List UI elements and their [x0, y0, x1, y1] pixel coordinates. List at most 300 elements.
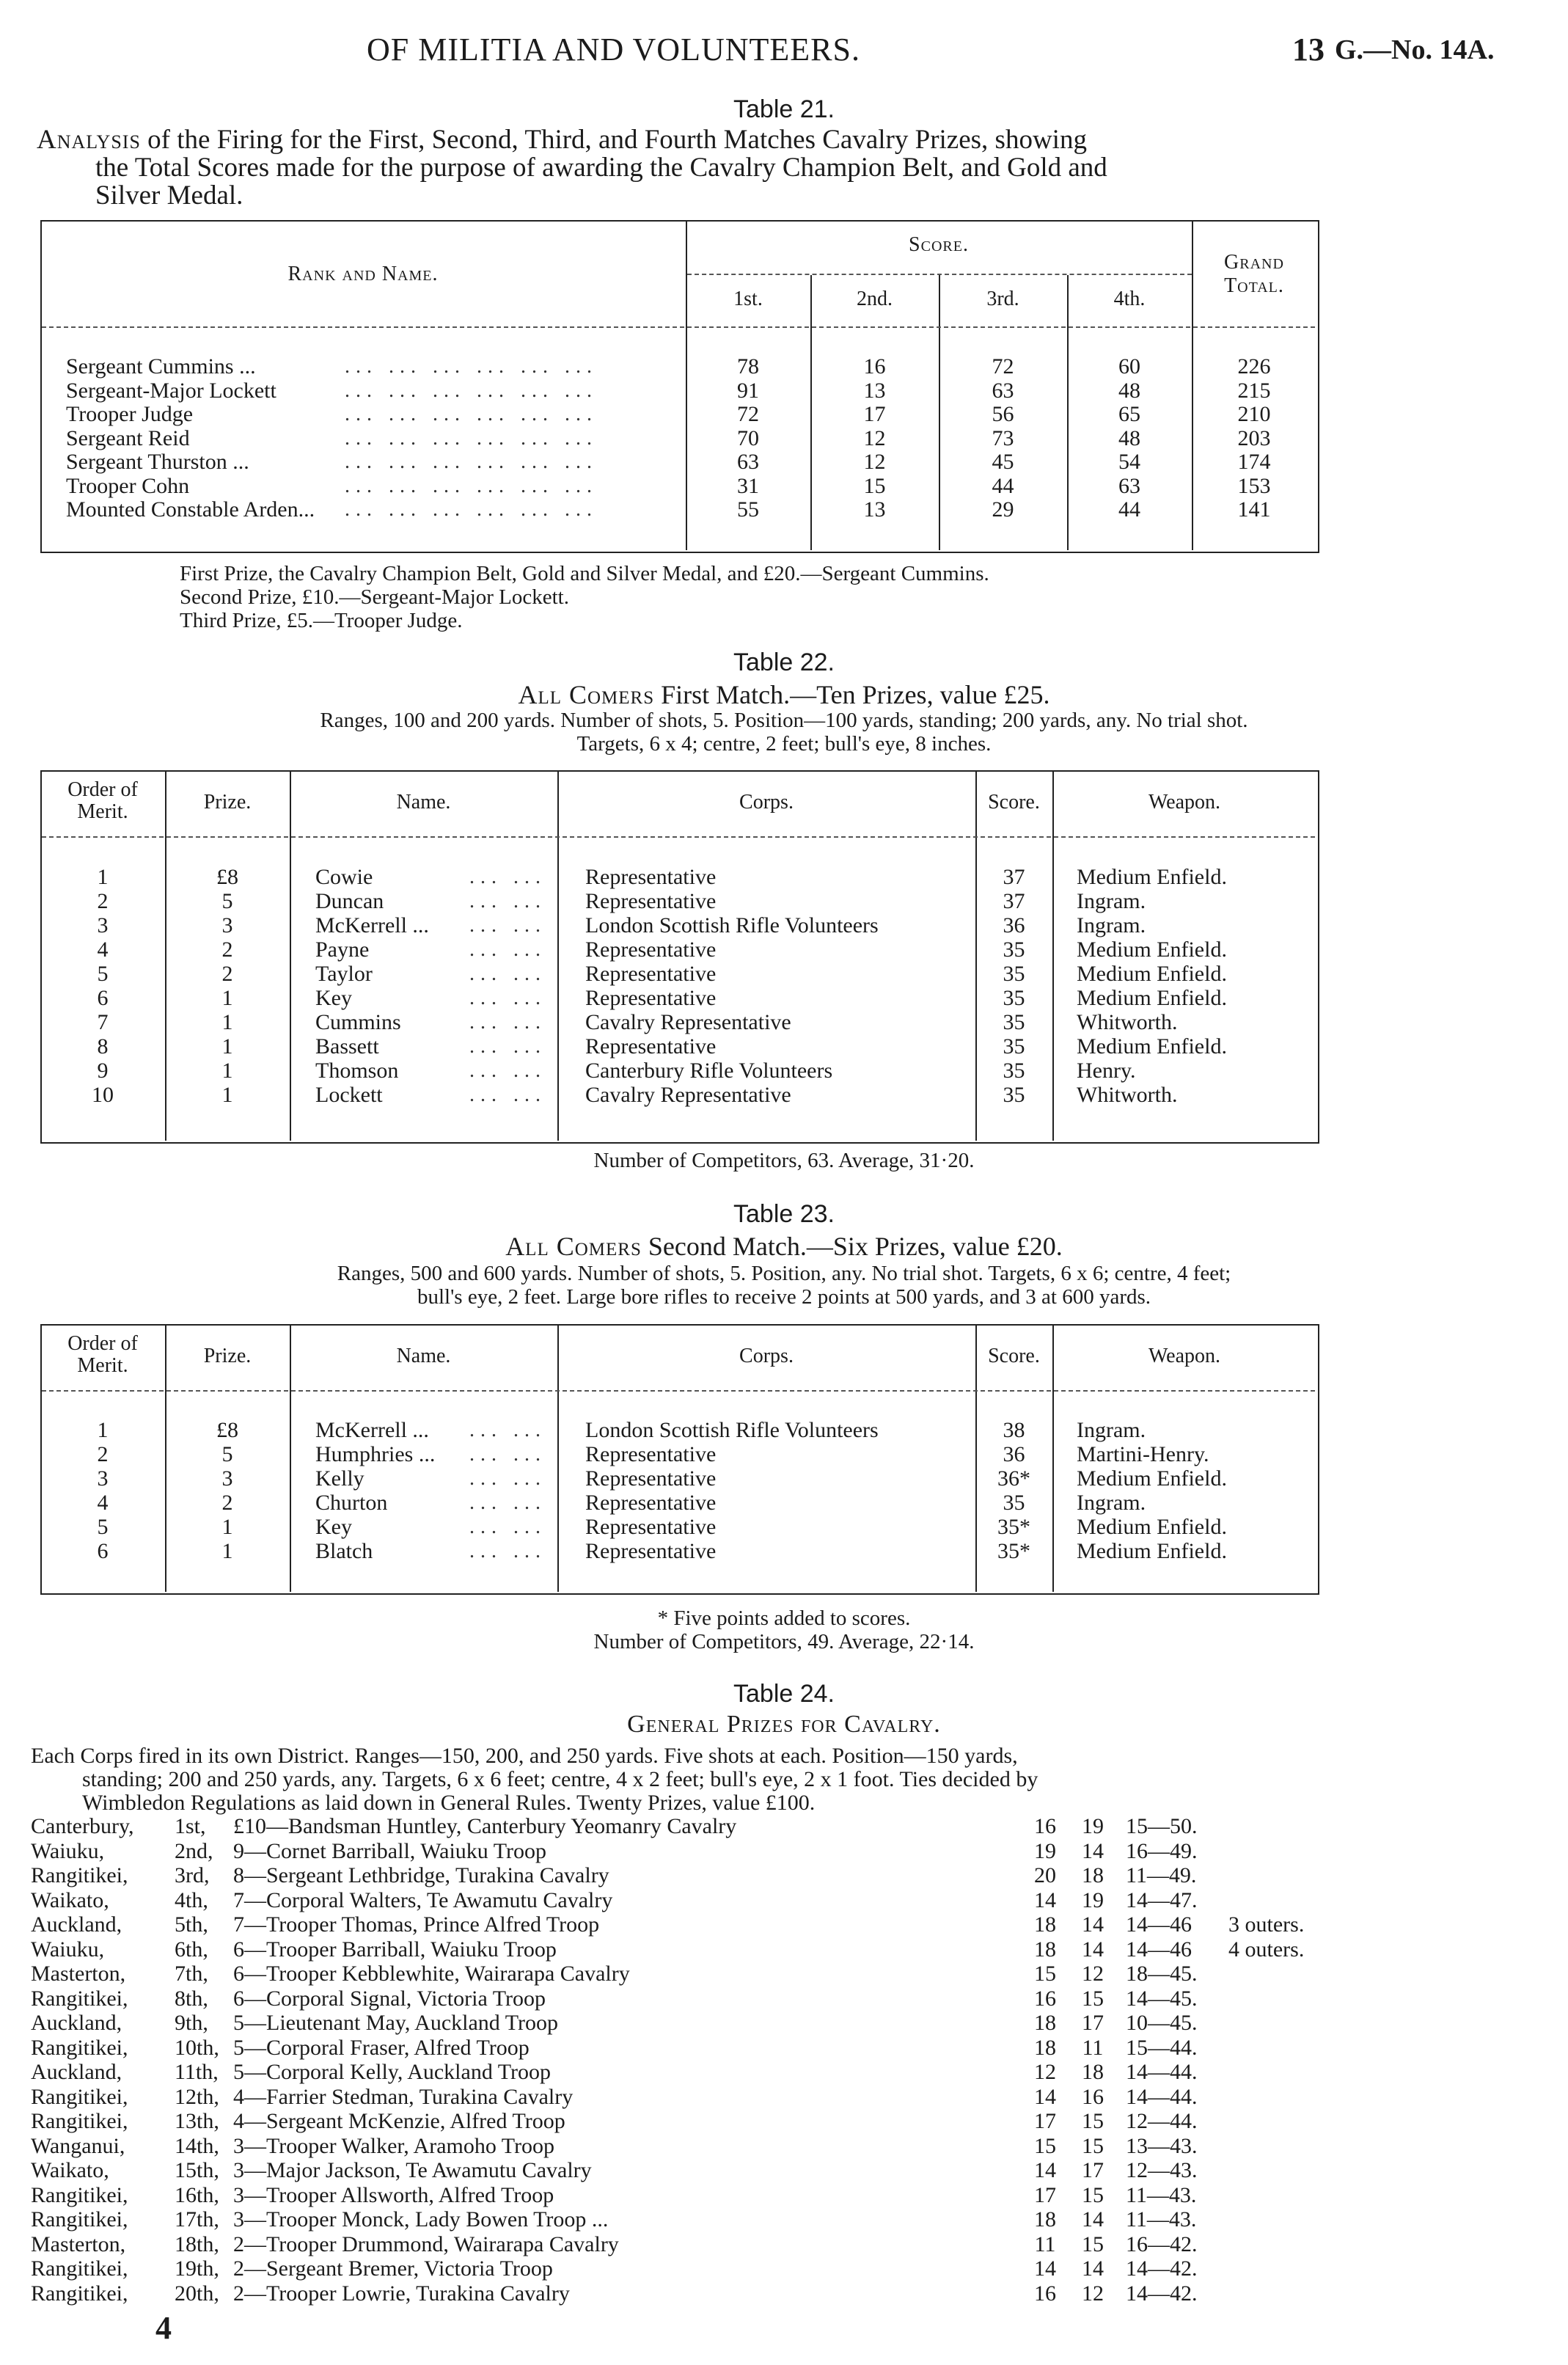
- table22-corps: Canterbury Rifle Volunteers: [585, 1059, 833, 1083]
- table24-place: 12th,: [175, 2084, 219, 2109]
- table24-prize-winner: 6—Corporal Signal, Victoria Troop: [233, 1986, 546, 2011]
- table23-name: Kelly: [315, 1466, 364, 1491]
- table22-score: 35: [1003, 1059, 1025, 1083]
- table21-header-score: Score.: [909, 233, 969, 256]
- page-number: 13: [1292, 32, 1325, 67]
- table22-header-order: Order of Merit.: [67, 778, 138, 823]
- table23-score: 38: [1003, 1418, 1025, 1442]
- table24-score-200: 14: [1082, 1912, 1104, 1937]
- table22-order-of-merit: 4: [97, 937, 109, 962]
- table24-score-200: 18: [1082, 2060, 1104, 2084]
- table24-score-150: 11: [1034, 2231, 1056, 2256]
- table24-prize-winner: 3—Trooper Walker, Aramoho Troop: [233, 2133, 555, 2158]
- table24-district: Rangitikei,: [31, 2035, 128, 2060]
- table22-score: 35: [1003, 986, 1025, 1010]
- leader-dots: ... ...: [469, 890, 546, 913]
- table24-score-200: 15: [1082, 1986, 1104, 2011]
- table23-score: 36: [1003, 1442, 1025, 1466]
- table21-rank-name: Sergeant Thurston ...: [66, 450, 249, 474]
- table21-score-s3: 44: [992, 473, 1014, 498]
- leader-dots: ... ...: [469, 1059, 546, 1082]
- table21-score-s3: 72: [992, 354, 1014, 379]
- table24-score-200: 14: [1082, 2256, 1104, 2281]
- leader-dots: ... ... ... ... ... ...: [345, 379, 598, 402]
- table23-weapon: Martini-Henry.: [1077, 1442, 1209, 1466]
- table24-prize-winner: 7—Trooper Thomas, Prince Alfred Troop: [233, 1912, 600, 1937]
- table23-footer: Number of Competitors, 49. Average, 22·14.: [593, 1630, 975, 1653]
- table24-score-250-total: 12—44.: [1126, 2109, 1198, 2133]
- table22-name: Taylor: [315, 962, 373, 986]
- table22-order-of-merit: 6: [97, 986, 109, 1010]
- leader-dots: ... ...: [469, 1491, 546, 1514]
- table21-header-rank-name: Rank and Name.: [287, 263, 439, 285]
- table24-score-250-total: 15—50.: [1126, 1814, 1198, 1838]
- table21-score-s2: 17: [863, 402, 886, 426]
- table22-conditions-1: Ranges, 100 and 200 yards. Number of shots, 5. Position—100 yards, standing; 200 yards, any. No trial shot.: [320, 709, 1248, 732]
- table22-weapon: Medium Enfield.: [1077, 962, 1227, 986]
- table24-place: 17th,: [175, 2207, 219, 2231]
- table24-place: 1st,: [175, 1814, 206, 1838]
- table24-place: 3rd,: [175, 1863, 210, 1887]
- table21-score-total: 226: [1237, 354, 1271, 379]
- table22-name: Cummins: [315, 1010, 401, 1034]
- table21-score-s2: 13: [863, 378, 886, 403]
- leader-dots: ... ...: [469, 1540, 546, 1562]
- table24-place: 5th,: [175, 1912, 208, 1937]
- leader-dots: ... ... ... ... ... ...: [345, 355, 598, 378]
- table24-score-150: 14: [1034, 2084, 1056, 2109]
- table21-prize-note-2: Second Prize, £10.—Sergeant-Major Lockett.: [180, 585, 569, 609]
- table23-header-name: Name.: [396, 1345, 451, 1367]
- table22-corps: Cavalry Representative: [585, 1010, 791, 1034]
- table24-conditions-1: Each Corps fired in its own District. Ranges—150, 200, and 250 yards. Five shots at each. Position—150 yards,: [31, 1744, 1018, 1768]
- table24-prize-winner: 2—Trooper Lowrie, Turakina Cavalry: [233, 2281, 570, 2306]
- table22-weapon: Ingram.: [1077, 889, 1146, 913]
- table22-prize: 1: [221, 1034, 233, 1059]
- table24-district: Rangitikei,: [31, 2182, 128, 2207]
- table23-header-weapon: Weapon.: [1148, 1345, 1221, 1367]
- table21-caption-line2: the Total Scores made for the purpose of awarding the Cavalry Champion Belt, and Gold and: [95, 153, 1107, 183]
- table22-corps: London Scottish Rifle Volunteers: [585, 913, 879, 937]
- table23-prize: 3: [221, 1466, 233, 1491]
- table22-name: Thomson: [315, 1059, 399, 1083]
- table24-tie-note: 3 outers.: [1228, 1912, 1305, 1937]
- table24-district: Rangitikei,: [31, 2207, 128, 2231]
- table22-score: 37: [1003, 865, 1025, 889]
- table21-score-s1: 72: [737, 402, 759, 426]
- table23-corps: Representative: [585, 1539, 717, 1563]
- leader-dots: ... ...: [469, 914, 546, 937]
- table24-place: 11th,: [175, 2060, 219, 2084]
- table23-prize: 2: [221, 1491, 233, 1515]
- table23-score: 35*: [997, 1539, 1030, 1563]
- leader-dots: ... ...: [469, 866, 546, 888]
- table23-name: Key: [315, 1515, 352, 1539]
- table22-score: 35: [1003, 937, 1025, 962]
- table22-footer: Number of Competitors, 63. Average, 31·20.: [593, 1149, 975, 1172]
- table21-score-s3: 63: [992, 378, 1014, 403]
- table23-weapon: Medium Enfield.: [1077, 1539, 1227, 1563]
- table23-title: [0, 1231, 1568, 1262]
- table21-score-total: 174: [1237, 450, 1271, 474]
- table24-score-200: 17: [1082, 2158, 1104, 2182]
- table24-prize-winner: 5—Corporal Kelly, Auckland Troop: [233, 2060, 552, 2084]
- table24-score-200: 11: [1082, 2035, 1104, 2060]
- column-rule: [290, 770, 291, 1141]
- table22-prize: 2: [221, 937, 233, 962]
- table24-district: Rangitikei,: [31, 1986, 128, 2011]
- table24-score-150: 16: [1034, 2281, 1056, 2306]
- table21-score-s1: 63: [737, 450, 759, 474]
- table23-name: McKerrell ...: [315, 1418, 429, 1442]
- table21-prize-note-1: First Prize, the Cavalry Champion Belt, Gold and Silver Medal, and £20.—Sergeant Cummins.: [180, 562, 989, 585]
- table24-district: Auckland,: [31, 2011, 122, 2035]
- table22-conditions-2: Targets, 6 x 4; centre, 2 feet; bull's eye, 8 inches.: [576, 732, 992, 756]
- column-rule: [557, 770, 559, 1141]
- table23-header-order: Order of Merit.: [67, 1332, 138, 1377]
- table21-score-s2: 13: [863, 497, 886, 522]
- table24-place: 19th,: [175, 2256, 219, 2281]
- table21-score-total: 203: [1237, 425, 1271, 450]
- table24-score-200: 19: [1082, 1887, 1104, 1912]
- table22-weapon: Medium Enfield.: [1077, 937, 1227, 962]
- table24-district: Auckland,: [31, 2060, 122, 2084]
- table22-title-lead: All Comers: [518, 680, 655, 709]
- table22-score: 35: [1003, 1034, 1025, 1059]
- table24-score-200: 12: [1082, 2281, 1104, 2306]
- table22-name: Lockett: [315, 1083, 383, 1107]
- table24-district: Wanganui,: [31, 2133, 125, 2158]
- table24-district: Waikato,: [31, 2158, 109, 2182]
- table21-score-total: 153: [1237, 473, 1271, 498]
- table24-place: 20th,: [175, 2281, 219, 2306]
- table24-score-150: 20: [1034, 1863, 1056, 1887]
- table21-prize-note-3: Third Prize, £5.—Trooper Judge.: [180, 609, 463, 632]
- table23-title-rest: Second Match.—Six Prizes, value £20.: [648, 1232, 1063, 1261]
- table22-prize: 1: [221, 986, 233, 1010]
- table22-name: McKerrell ...: [315, 913, 429, 937]
- table22-weapon: Whitworth.: [1077, 1010, 1178, 1034]
- table21-score-s4: 65: [1118, 402, 1140, 426]
- table21-score-s3: 73: [992, 425, 1014, 450]
- table22-prize: 1: [221, 1010, 233, 1034]
- table24-title: General Prizes for Cavalry.: [627, 1711, 941, 1738]
- table21-header-3rd: 3rd.: [986, 288, 1019, 310]
- table22-corps: Representative: [585, 865, 717, 889]
- table24-prize-winner: 6—Trooper Kebblewhite, Wairarapa Cavalry: [233, 1962, 630, 1986]
- table23-weapon: Ingram.: [1077, 1491, 1146, 1515]
- table24-tie-note: 4 outers.: [1228, 1937, 1305, 1962]
- table21-score-total: 215: [1237, 378, 1271, 403]
- table24-score-250-total: 14—46: [1126, 1912, 1192, 1937]
- table24-score-250-total: 14—47.: [1126, 1887, 1198, 1912]
- table22-order-of-merit: 9: [97, 1059, 109, 1083]
- table21-score-s4: 60: [1118, 354, 1140, 379]
- table24-place: 15th,: [175, 2158, 219, 2182]
- table22-prize: 1: [221, 1059, 233, 1083]
- table21-score-s2: 12: [863, 425, 886, 450]
- table24-score-250-total: 14—46: [1126, 1937, 1192, 1962]
- table21-score-total: 141: [1237, 497, 1271, 522]
- table24-prize-winner: £10—Bandsman Huntley, Canterbury Yeomanry Cavalry: [233, 1814, 737, 1838]
- table21-score-s3: 29: [992, 497, 1014, 522]
- table23-label: Table 23.: [733, 1200, 835, 1228]
- running-title: OF MILITIA AND VOLUNTEERS.: [367, 32, 860, 67]
- table22-header-score: Score.: [988, 791, 1040, 814]
- table24-conditions: [31, 1744, 1344, 1815]
- table21-score-s2: 12: [863, 450, 886, 474]
- table24-score-250-total: 12—43.: [1126, 2158, 1198, 2182]
- table22-corps: Representative: [585, 889, 717, 913]
- table23-footnote: * Five points added to scores.: [657, 1606, 911, 1630]
- leader-dots: ... ... ... ... ... ...: [345, 474, 598, 497]
- table22-order-of-merit: 1: [97, 865, 109, 889]
- table21-score-s2: 16: [863, 354, 886, 379]
- running-head: [0, 21, 1568, 65]
- table24-score-150: 15: [1034, 1962, 1056, 1986]
- table21-caption: [37, 126, 1327, 210]
- table24-label: Table 24.: [733, 1680, 835, 1708]
- table22-weapon: Medium Enfield.: [1077, 865, 1227, 889]
- table21-score-s1: 70: [737, 425, 759, 450]
- table23-header-corps: Corps.: [739, 1345, 794, 1367]
- table23-prize: £8: [216, 1418, 238, 1442]
- table24-score-150: 18: [1034, 1937, 1056, 1962]
- table24-score-250-total: 14—45.: [1126, 1986, 1198, 2011]
- table24-place: 9th,: [175, 2011, 208, 2035]
- table21-rank-name: Sergeant Cummins ...: [66, 354, 256, 379]
- table24-score-150: 14: [1034, 2158, 1056, 2182]
- leader-dots: ... ...: [469, 1035, 546, 1058]
- table21-score-s4: 63: [1118, 473, 1140, 498]
- table21-score-s4: 54: [1118, 450, 1140, 474]
- table24-score-200: 12: [1082, 1962, 1104, 1986]
- table24-district: Waiuku,: [31, 1838, 105, 1863]
- table24-score-150: 12: [1034, 2060, 1056, 2084]
- table22-header-name: Name.: [396, 791, 451, 814]
- table22-corps: Representative: [585, 937, 717, 962]
- table21-score-s1: 91: [737, 378, 759, 403]
- table21-score-total: 210: [1237, 402, 1271, 426]
- table22-name: Bassett: [315, 1034, 379, 1059]
- leader-dots: ... ... ... ... ... ...: [345, 450, 598, 473]
- table23-conditions-1: Ranges, 500 and 600 yards. Number of shots, 5. Position, any. No trial shot. Targets, 6 x 6; centre, 4 feet;: [337, 1262, 1231, 1285]
- table24-prize-winner: 4—Farrier Stedman, Turakina Cavalry: [233, 2084, 574, 2109]
- table24-score-200: 15: [1082, 2109, 1104, 2133]
- table21-score-s1: 78: [737, 354, 759, 379]
- table23-score: 35: [1003, 1491, 1025, 1515]
- table24-prize-winner: 3—Major Jackson, Te Awamutu Cavalry: [233, 2158, 592, 2182]
- table22-name: Key: [315, 986, 352, 1010]
- table24-score-200: 18: [1082, 1863, 1104, 1887]
- table22-weapon: Henry.: [1077, 1059, 1136, 1083]
- table24-place: 14th,: [175, 2133, 219, 2158]
- table22-prize: 5: [221, 889, 233, 913]
- table21-score-s4: 48: [1118, 378, 1140, 403]
- table23-prize: 5: [221, 1442, 233, 1466]
- table21-score-s3: 56: [992, 402, 1014, 426]
- table24-score-250-total: 11—49.: [1126, 1863, 1197, 1887]
- table21-rank-name: Sergeant-Major Lockett: [66, 378, 276, 403]
- table21-rank-name: Trooper Cohn: [66, 473, 190, 498]
- table23-corps: London Scottish Rifle Volunteers: [585, 1418, 879, 1442]
- table24-prize-winner: 9—Cornet Barriball, Waiuku Troop: [233, 1838, 547, 1863]
- table22-corps: Cavalry Representative: [585, 1083, 791, 1107]
- table24-score-150: 18: [1034, 2207, 1056, 2231]
- table21-label: Table 21.: [733, 95, 835, 123]
- table22-name: Payne: [315, 937, 370, 962]
- table22-order-of-merit: 10: [92, 1083, 114, 1107]
- table24-score-150: 18: [1034, 2035, 1056, 2060]
- table23-order-of-merit: 6: [97, 1539, 109, 1563]
- table21-rank-name: Sergeant Reid: [66, 425, 190, 450]
- paper-reference: G.—No. 14A.: [1335, 34, 1495, 65]
- table24-score-250-total: 14—44.: [1126, 2060, 1198, 2084]
- table24-prize-winner: 8—Sergeant Lethbridge, Turakina Cavalry: [233, 1863, 609, 1887]
- table22-score: 36: [1003, 913, 1025, 937]
- table23-header-score: Score.: [988, 1345, 1040, 1367]
- table23-prize: 1: [221, 1539, 233, 1563]
- table22-weapon: Whitworth.: [1077, 1083, 1178, 1107]
- table22-prize: 1: [221, 1083, 233, 1107]
- table24-place: 16th,: [175, 2182, 219, 2207]
- table24-score-150: 18: [1034, 2011, 1056, 2035]
- leader-dots: ... ...: [469, 1516, 546, 1538]
- table24-score-200: 15: [1082, 2182, 1104, 2207]
- table24-score-200: 14: [1082, 2207, 1104, 2231]
- table24-place: 13th,: [175, 2109, 219, 2133]
- table24-prize-winner: 4—Sergeant McKenzie, Alfred Troop: [233, 2109, 565, 2133]
- table24-prize-winner: 3—Trooper Allsworth, Alfred Troop: [233, 2182, 554, 2207]
- table21-rank-name: Mounted Constable Arden...: [66, 497, 315, 522]
- table23-weapon: Medium Enfield.: [1077, 1466, 1227, 1491]
- table24-prize-winner: 3—Trooper Monck, Lady Bowen Troop ...: [233, 2207, 609, 2231]
- table24-prize-winner: 6—Trooper Barriball, Waiuku Troop: [233, 1937, 557, 1962]
- table24-district: Canterbury,: [31, 1814, 134, 1838]
- table22-label: Table 22.: [733, 648, 835, 676]
- table21-score-s1: 55: [737, 497, 759, 522]
- table22-order-of-merit: 2: [97, 889, 109, 913]
- table24-district: Masterton,: [31, 2231, 126, 2256]
- table21-rank-name: Trooper Judge: [66, 402, 194, 426]
- table22-order-of-merit: 3: [97, 913, 109, 937]
- table23-prize: 1: [221, 1515, 233, 1539]
- table23-corps: Representative: [585, 1466, 717, 1491]
- table22-weapon: Medium Enfield.: [1077, 1034, 1227, 1059]
- table24-score-250-total: 15—44.: [1126, 2035, 1198, 2060]
- table24-district: Waiuku,: [31, 1937, 105, 1962]
- table22-name: Cowie: [315, 865, 373, 889]
- table24-prize-winner: 7—Corporal Walters, Te Awamutu Cavalry: [233, 1887, 613, 1912]
- table23-order-of-merit: 5: [97, 1515, 109, 1539]
- header-rule: [42, 1390, 1315, 1392]
- table22-order-of-merit: 5: [97, 962, 109, 986]
- leader-dots: ... ...: [469, 938, 546, 961]
- header-rule: [42, 836, 1315, 838]
- table21-caption-lead: Analysis: [37, 125, 141, 155]
- table23-order-of-merit: 2: [97, 1442, 109, 1466]
- table24-score-150: 15: [1034, 2133, 1056, 2158]
- table22-score: 35: [1003, 1010, 1025, 1034]
- table22-prize: 3: [221, 913, 233, 937]
- table24-conditions-3: Wimbledon Regulations as laid down in General Rules. Twenty Prizes, value £100.: [82, 1791, 816, 1815]
- table21-score-s4: 44: [1118, 497, 1140, 522]
- table23-corps: Representative: [585, 1515, 717, 1539]
- table24-district: Rangitikei,: [31, 2109, 128, 2133]
- table24-score-250-total: 11—43.: [1126, 2207, 1197, 2231]
- table21-header-4th: 4th.: [1113, 288, 1146, 310]
- table24-score-250-total: 13—43.: [1126, 2133, 1198, 2158]
- table24-district: Rangitikei,: [31, 2281, 128, 2306]
- table24-prize-winner: 5—Lieutenant May, Auckland Troop: [233, 2011, 559, 2035]
- table22-order-of-merit: 8: [97, 1034, 109, 1059]
- table24-place: 2nd,: [175, 1838, 213, 1863]
- table23-title-lead: All Comers: [505, 1232, 642, 1261]
- table23-conditions-2: bull's eye, 2 feet. Large bore rifles to receive 2 points at 500 yards, and 3 at 600 yards.: [417, 1285, 1151, 1309]
- table24-place: 8th,: [175, 1986, 208, 2011]
- table22-score: 37: [1003, 889, 1025, 913]
- table24-score-200: 16: [1082, 2084, 1104, 2109]
- table24-score-200: 15: [1082, 2133, 1104, 2158]
- table23-score: 36*: [997, 1466, 1030, 1491]
- leader-dots: ... ...: [469, 962, 546, 985]
- table24-score-150: 19: [1034, 1838, 1056, 1863]
- table21-caption-line1: of the Firing for the First, Second, Third, and Fourth Matches Cavalry Prizes, showing: [147, 125, 1087, 155]
- leader-dots: ... ... ... ... ... ...: [345, 426, 598, 450]
- signature-mark: 4: [155, 2310, 172, 2346]
- table24-score-150: 17: [1034, 2109, 1056, 2133]
- table22-score: 35: [1003, 962, 1025, 986]
- table21-caption-line3: Silver Medal.: [95, 180, 243, 211]
- table24-score-150: 18: [1034, 1912, 1056, 1937]
- table24-conditions-2: standing; 200 and 250 yards, any. Targets, 6 x 6 feet; centre, 4 x 2 feet; bull's eye, 2 x 1 foot. Ties decided by: [82, 1767, 1038, 1791]
- table24-score-250-total: 11—43.: [1126, 2182, 1197, 2207]
- table24-score-200: 17: [1082, 2011, 1104, 2035]
- table23-name: Churton: [315, 1491, 388, 1515]
- column-rule: [1052, 770, 1054, 1141]
- leader-dots: ... ...: [469, 1443, 546, 1466]
- table23-order-of-merit: 3: [97, 1466, 109, 1491]
- table24-district: Waikato,: [31, 1887, 109, 1912]
- leader-dots: ... ...: [469, 987, 546, 1009]
- table21-score-s4: 48: [1118, 425, 1140, 450]
- table24-prize-winner: 5—Corporal Fraser, Alfred Troop: [233, 2035, 530, 2060]
- table22-weapon: Medium Enfield.: [1077, 986, 1227, 1010]
- table21-header-grand-total: Grand Total.: [1224, 251, 1284, 297]
- table22-prize: 2: [221, 962, 233, 986]
- table21-score-s3: 45: [992, 450, 1014, 474]
- table23-weapon: Medium Enfield.: [1077, 1515, 1227, 1539]
- table22-corps: Representative: [585, 986, 717, 1010]
- table23-corps: Representative: [585, 1491, 717, 1515]
- leader-dots: ... ...: [469, 1467, 546, 1490]
- table24-district: Rangitikei,: [31, 2084, 128, 2109]
- table24-district: Rangitikei,: [31, 1863, 128, 1887]
- table22-corps: Representative: [585, 962, 717, 986]
- table22-header-prize: Prize.: [203, 791, 252, 814]
- table22-prize: £8: [216, 865, 238, 889]
- table24-score-200: 19: [1082, 1814, 1104, 1838]
- leader-dots: ... ... ... ... ... ...: [345, 403, 598, 425]
- table22-header-weapon: Weapon.: [1148, 791, 1221, 814]
- table24-district: Masterton,: [31, 1962, 126, 1986]
- table23-name: Blatch: [315, 1539, 373, 1563]
- table24-score-250-total: 16—49.: [1126, 1838, 1198, 1863]
- table24-district: Rangitikei,: [31, 2256, 128, 2281]
- table22-score: 35: [1003, 1083, 1025, 1107]
- table24-prize-winner: 2—Sergeant Bremer, Victoria Troop: [233, 2256, 553, 2281]
- table22-name: Duncan: [315, 889, 384, 913]
